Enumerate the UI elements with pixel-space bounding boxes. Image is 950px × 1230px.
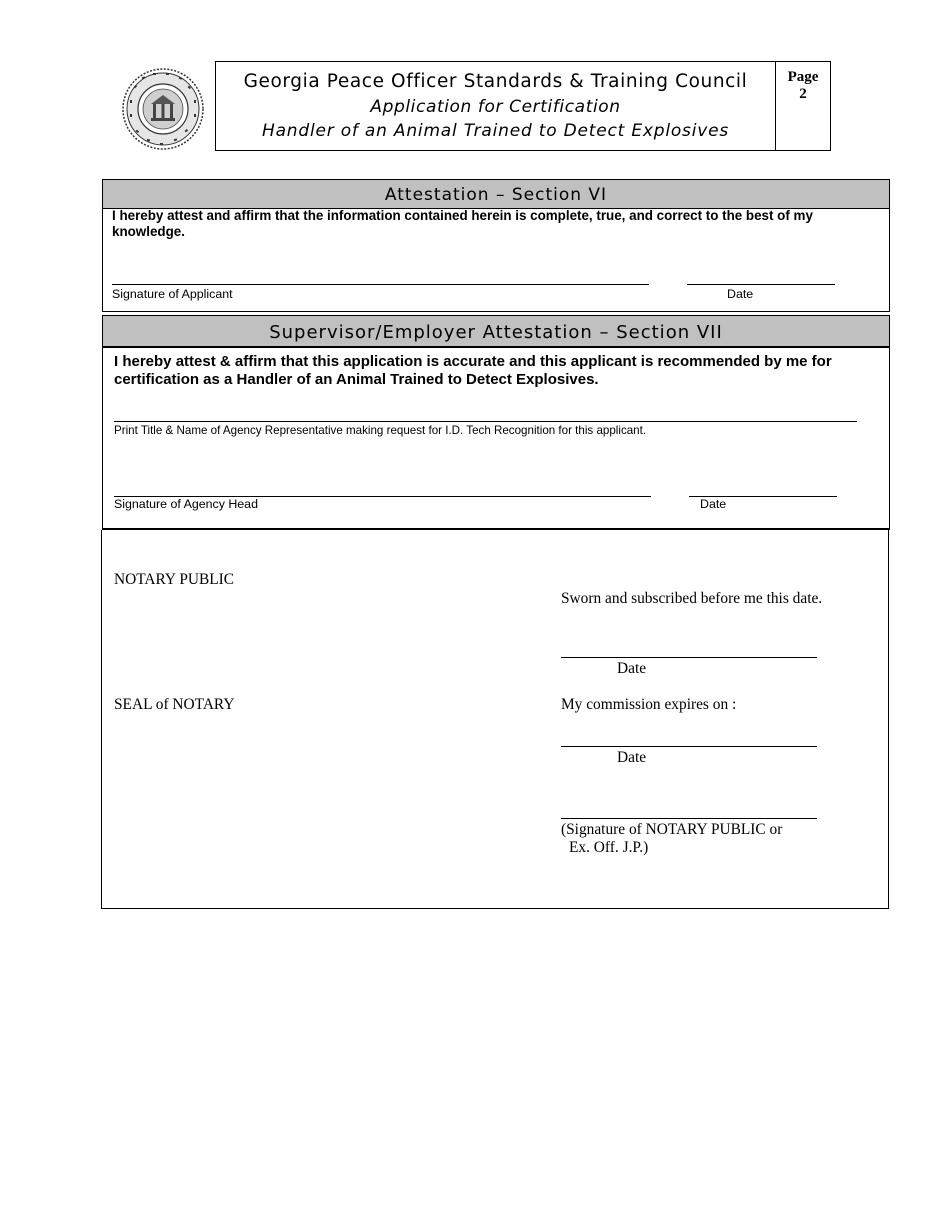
notary-signature-label-2: Ex. Off. J.P.) (569, 839, 649, 856)
notary-public-title: NOTARY PUBLIC (114, 571, 235, 588)
supervisor-attestation-section-vii (102, 315, 890, 530)
page-number: 2 (799, 86, 807, 102)
page-number-cell (775, 62, 830, 150)
agency-representative-label: Print Title & Name of Agency Representative making request for I.D. Tech Recognition for this applicant. (114, 424, 647, 437)
page-label: Page (787, 69, 819, 85)
notary-signature-label: (Signature of NOTARY PUBLIC or (561, 821, 783, 838)
sworn-date-line[interactable] (561, 657, 817, 658)
agency-title: Georgia Peace Officer Standards & Training Council (243, 71, 748, 92)
notary-section (101, 530, 889, 909)
agency-representative-line[interactable] (114, 421, 857, 422)
applicant-date-label: Date (727, 287, 754, 301)
agency-head-signature-label: Signature of Agency Head (114, 497, 258, 511)
sworn-statement: Sworn and subscribed before me this date. (561, 590, 823, 607)
notary-seal-label: SEAL of NOTARY (114, 696, 235, 713)
agency-head-date-label: Date (700, 497, 727, 511)
commission-expires-label: My commission expires on : (561, 696, 737, 713)
applicant-date-line[interactable] (687, 284, 835, 285)
section-vii-statement: I hereby attest & affirm that this application is accurate and this applicant is recommended by me for certification as a Handler of an Animal Trained to Detect Explosives. (114, 353, 832, 388)
form-header (215, 61, 831, 151)
section-vi-heading: Attestation – Section VI (103, 180, 889, 209)
form-subtitle-2: Handler of an Animal Trained to Detect Explosives (261, 121, 729, 141)
section-vii-heading: Supervisor/Employer Attestation – Section VII (103, 316, 889, 348)
applicant-signature-label: Signature of Applicant (112, 287, 233, 301)
form-subtitle: Application for Certification (370, 97, 621, 117)
commission-date-line[interactable] (561, 746, 817, 747)
sworn-date-label: Date (617, 660, 647, 677)
commission-date-label: Date (617, 749, 647, 766)
attestation-section-vi (102, 179, 890, 312)
section-vi-statement: I hereby attest and affirm that the information contained herein is complete, true, and correct to the best of my knowledge. (112, 208, 813, 239)
notary-signature-line[interactable] (561, 818, 817, 819)
applicant-signature-line[interactable] (112, 284, 649, 285)
gpost-seal-logo (122, 68, 204, 150)
